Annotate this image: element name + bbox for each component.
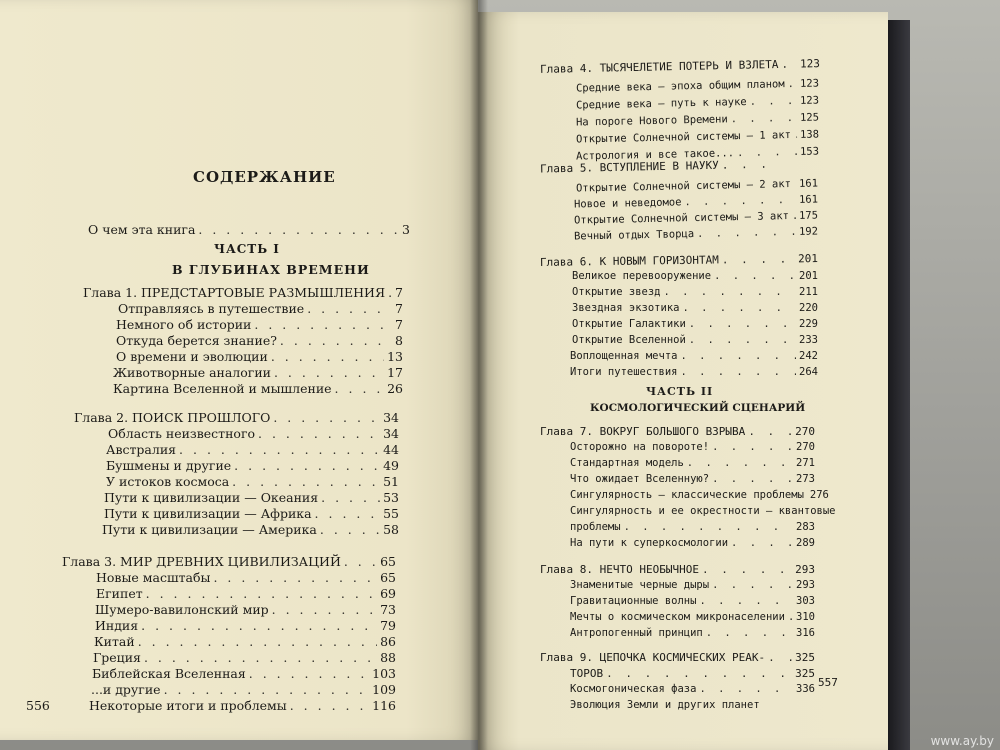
toc-entry: Картина Вселенной и мышление . . . 26 <box>113 381 403 396</box>
toc-entry: Осторожно на повороте! . . . 270 <box>570 441 815 453</box>
toc-entry: О времени и эволюции . . . 13 <box>116 349 403 364</box>
toc-entry: Откуда берется знание? . . . 8 <box>116 333 403 348</box>
watermark: www.ay.by <box>930 734 994 748</box>
toc-entry: Мечты о космическом микронаселении . . . 310 <box>570 611 815 623</box>
toc-entry: Некоторые итоги и проблемы . . . 116 <box>89 698 396 713</box>
toc-entry: Знаменитые черные дыры . . . 293 <box>570 579 815 591</box>
toc-entry: Открытие Галактики . . . 229 <box>572 318 818 330</box>
chapter9-heading: Глава 9. ЦЕПОЧКА КОСМИЧЕСКИХ РЕАК- . . . 325 <box>540 651 815 664</box>
toc-entry: Область неизвестного . . . 34 <box>108 426 399 441</box>
book-gutter <box>470 0 488 750</box>
toc-entry: Египет . . . 69 <box>96 586 396 601</box>
toc-entry: Бушмены и другие . . . 49 <box>106 458 399 473</box>
toc-entry: Пути к цивилизации — Америка . . . 58 <box>102 522 399 537</box>
chapter5-heading: Глава 5. ВСТУПЛЕНИЕ В НАУКУ . . . <box>540 157 780 175</box>
chapter2-heading: Глава 2. ПОИСК ПРОШЛОГО . . . 34 <box>74 410 399 425</box>
part1-name: В ГЛУБИНАХ ВРЕМЕНИ <box>172 262 370 277</box>
toc-title: СОДЕРЖАНИЕ <box>193 168 336 186</box>
toc-entry: Открытие Солнечной системы — 3 акт . . . 175 <box>574 209 818 226</box>
chapter9-heading-cont: ТОРОВ . . . 325 <box>570 667 815 680</box>
chapter8-heading: Глава 8. НЕЧТО НЕОБЫЧНОЕ . . . 293 <box>540 563 815 576</box>
toc-entry: проблемы . . . 283 <box>570 521 815 533</box>
toc-entry: Новые масштабы . . . 65 <box>96 570 396 585</box>
toc-entry: Новое и неведомое . . . 161 <box>574 193 818 210</box>
toc-entry: Пути к цивилизации — Океания . . . 53 <box>104 490 399 505</box>
toc-entry: Сингулярность и ее окрестности — квантовые <box>570 505 836 517</box>
toc-entry: Пути к цивилизации — Африка . . . 55 <box>104 506 399 521</box>
toc-entry: Библейская Вселенная . . . 103 <box>92 666 396 681</box>
toc-entry: Гравитационные волны . . . 303 <box>570 595 815 607</box>
toc-entry: Средние века — эпоха общим планом . . . 123 <box>576 77 819 94</box>
toc-entry: Эволюция Земли и других планет <box>570 699 760 711</box>
chapter4-heading: Глава 4. ТЫСЯЧЕЛЕТИЕ ПОТЕРЬ И ВЗЛЕТА . . . 123 <box>540 57 820 76</box>
toc-entry: Индия . . . 79 <box>95 618 396 633</box>
toc-entry: Сингулярность — классические проблемы 276 <box>570 489 829 501</box>
toc-entry: На пути к суперкосмологии . . . 289 <box>570 537 815 549</box>
toc-entry-intro: О чем эта книга . . . 3 <box>88 222 410 237</box>
toc-entry: Воплощенная мечта . . . 242 <box>570 350 818 362</box>
toc-entry: Открытие Солнечной системы — 2 акт . . . 161 <box>576 177 818 194</box>
toc-entry: Великое перевооружение . . . 201 <box>572 270 818 282</box>
toc-entry: Вечный отдых Творца . . . 192 <box>574 225 818 242</box>
page-number-right: 557 <box>818 676 838 689</box>
part2-name: КОСМОЛОГИЧЕСКИЙ СЦЕНАРИЙ <box>590 402 806 414</box>
toc-entry: Открытие Солнечной системы — 1 акт . . . 138 <box>576 128 819 145</box>
toc-entry: Животворные аналогии . . . 17 <box>113 365 403 380</box>
part2-label: ЧАСТЬ II <box>646 385 714 398</box>
toc-entry: Китай . . . 86 <box>94 634 396 649</box>
chapter6-heading: Глава 6. К НОВЫМ ГОРИЗОНТАМ . . . 201 <box>540 252 818 269</box>
toc-entry: У истоков космоса . . . 51 <box>106 474 399 489</box>
toc-entry: Австралия . . . 44 <box>106 442 399 457</box>
toc-entry: Немного об истории . . . 7 <box>116 317 403 332</box>
toc-entry: Стандартная модель . . . 271 <box>570 457 815 469</box>
toc-entry: Открытие звезд . . . 211 <box>572 286 818 298</box>
chapter3-heading: Глава 3. МИР ДРЕВНИХ ЦИВИЛИЗАЦИЙ . . . 65 <box>62 554 396 569</box>
toc-entry: Астрология и все такое... . . . 153 <box>576 145 819 162</box>
toc-entry: Греция . . . 88 <box>93 650 396 665</box>
chapter7-heading: Глава 7. ВОКРУГ БОЛЬШОГО ВЗРЫВА . . . 270 <box>540 425 815 438</box>
toc-entry: На пороге Нового Времени . . . 125 <box>576 111 819 128</box>
page-number-left: 556 <box>26 698 50 713</box>
toc-entry: Звездная экзотика . . . 220 <box>572 302 818 314</box>
toc-entry: Итоги путешествия . . . 264 <box>570 366 818 378</box>
toc-entry: Отправляясь в путешествие . . . 7 <box>118 301 403 316</box>
toc-entry: Средние века — путь к науке . . . 123 <box>576 94 819 111</box>
toc-entry: Что ожидает Вселенную? . . . 273 <box>570 473 815 485</box>
toc-entry: ...и другие . . . 109 <box>91 682 396 697</box>
toc-entry: Космогоническая фаза . . . 336 <box>570 683 815 695</box>
chapter1-heading: Глава 1. ПРЕДСТАРТОВЫЕ РАЗМЫШЛЕНИЯ . . . 7 <box>83 285 403 300</box>
toc-entry: Антропогенный принцип . . . 316 <box>570 627 815 639</box>
toc-entry: Открытие Вселенной . . . 233 <box>572 334 818 346</box>
part1-label: ЧАСТЬ I <box>214 242 280 256</box>
toc-entry: Шумеро-вавилонский мир . . . 73 <box>95 602 396 617</box>
